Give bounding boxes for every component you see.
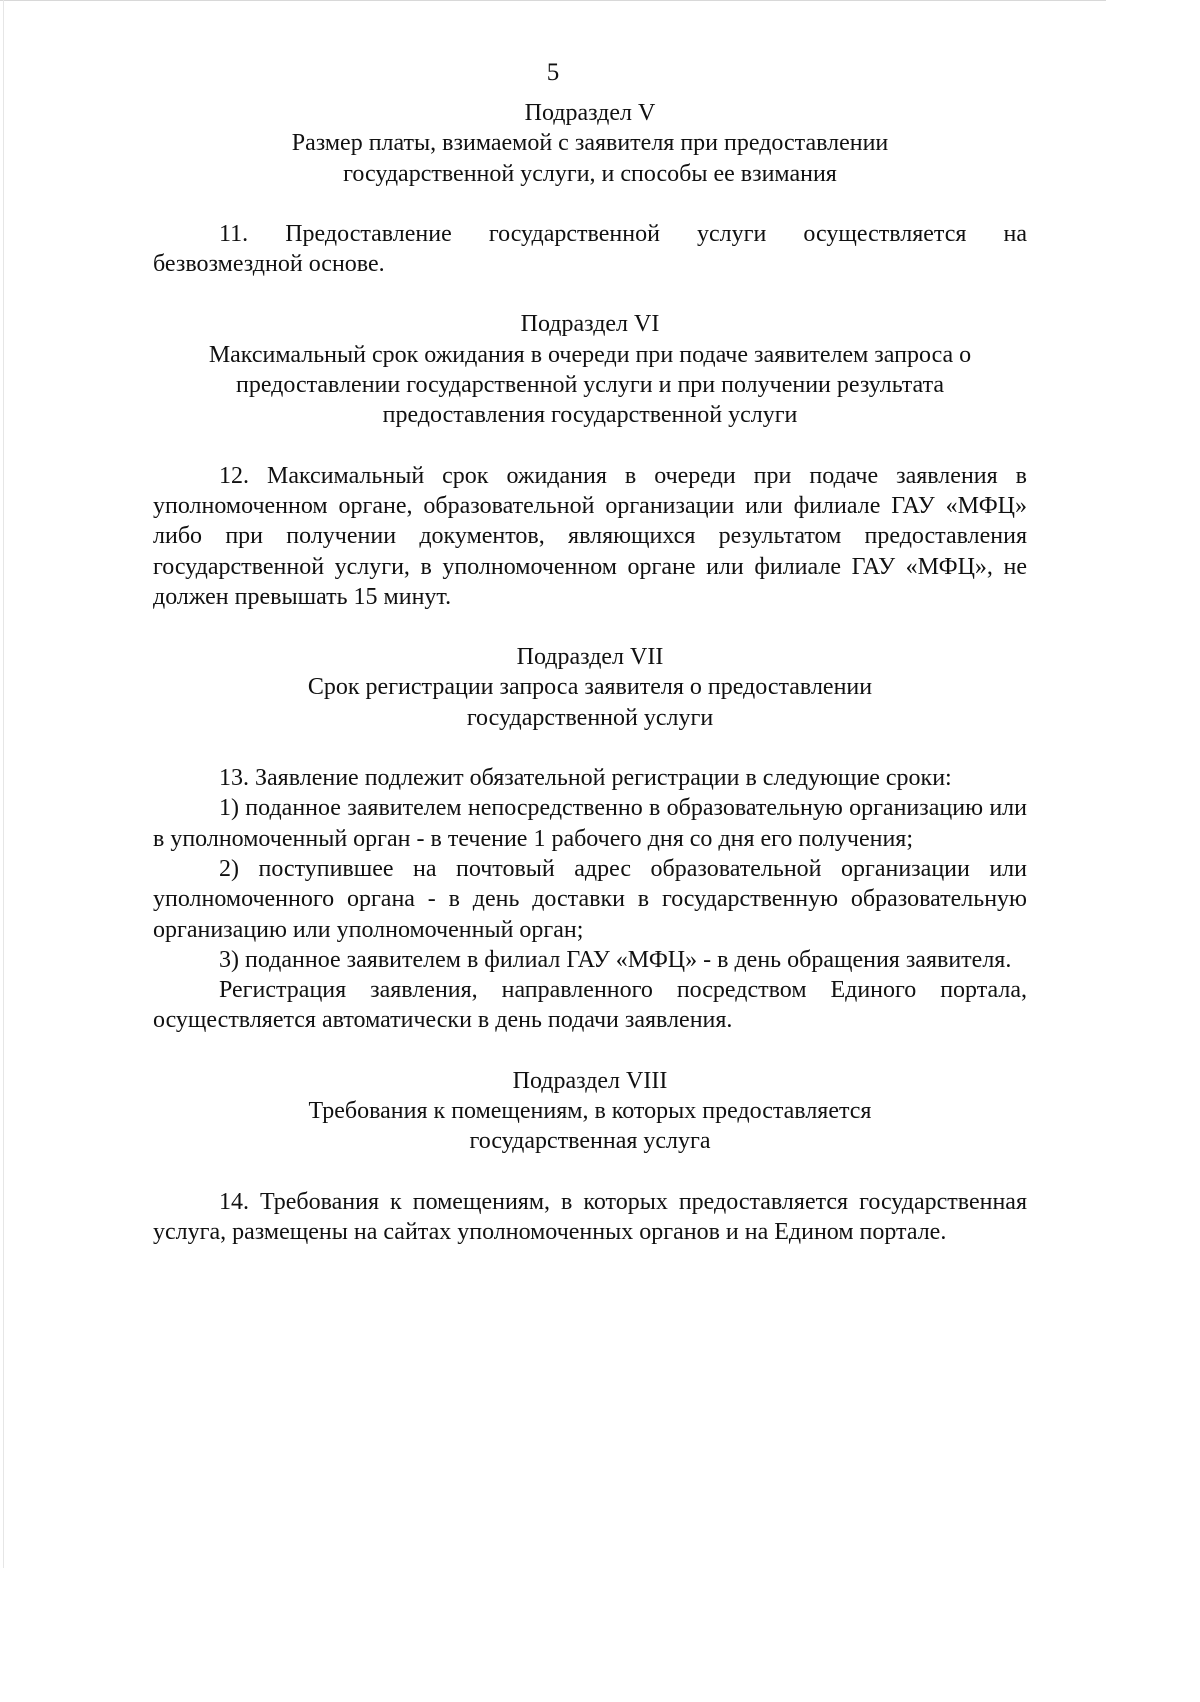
section-vii [153, 642, 1027, 1036]
section-heading: Подраздел VII [516, 644, 664, 671]
section-vi [153, 309, 1027, 612]
section-title-line: государственной услуги [466, 704, 714, 731]
paragraph-13: 13. Заявление подлежит обязательной регистрации в следующие сроки: [219, 765, 952, 792]
paragraph-13-item-2: 2) поступившее на почтовый адрес образовательной организации или уполномоченного органа - в день доставки в государственную образовательную организацию или уполномоченный орган; [153, 855, 1027, 943]
section-title-line: предоставлении государственной услуги и при получении результата [235, 372, 945, 399]
section-title-line: Размер платы, взимаемой с заявителя при предоставлении [291, 130, 889, 157]
section-title-line: Требования к помещениям, в которых предоставляется [308, 1098, 872, 1125]
section-heading: Подраздел VI [520, 311, 660, 338]
scan-left-edge [3, 0, 4, 1568]
document-body [153, 98, 1027, 1247]
section-heading: Подраздел V [524, 100, 656, 126]
section-title-line: Максимальный срок ожидания в очереди при подаче заявителем запроса о [208, 341, 972, 368]
page-number: 5 [546, 59, 560, 86]
paragraph-14: 14. Требования к помещениям, в которых предоставляется государственная услуга, размещены на сайтах уполномоченных органов и на Едином портале. [153, 1188, 1027, 1245]
section-title-line: государственной услуги, и способы ее взимания [343, 160, 837, 187]
section-title-line: государственная услуга [469, 1128, 711, 1155]
paragraph-11: 11. Предоставление государственной услуги осуществляется на безвозмездной основе. [153, 220, 1027, 278]
paragraph-12: 12. Максимальный срок ожидания в очереди при подаче заявления в уполномоченном органе, образовательной организации или филиале ГАУ «МФЦ» либо при получении документов, являющихся результатом предоставления государственной услуги, в уполномоченном органе или филиале ГАУ «МФЦ», не должен превышать 15 минут. [153, 462, 1027, 610]
paragraph-13-item-1: 1) поданное заявителем непосредственно в образовательную организацию или в уполномоченный орган - в течение 1 рабочего дня со дня его получения; [153, 795, 1027, 852]
section-v [153, 98, 1027, 279]
section-heading: Подраздел VIII [512, 1067, 668, 1094]
paragraph-13-item-3: 3) поданное заявителем в филиал ГАУ «МФЦ» - в день обращения заявителя. [219, 946, 1012, 973]
section-title-line: Срок регистрации запроса заявителя о предоставлении [307, 674, 873, 701]
section-viii [153, 1066, 1027, 1247]
paragraph-13-registration-note: Регистрация заявления, направленного посредством Единого портала, осуществляется автоматически в день подачи заявления. [153, 977, 1027, 1034]
scan-top-edge [0, 0, 1106, 1]
section-title-line: предоставления государственной услуги [382, 402, 798, 429]
